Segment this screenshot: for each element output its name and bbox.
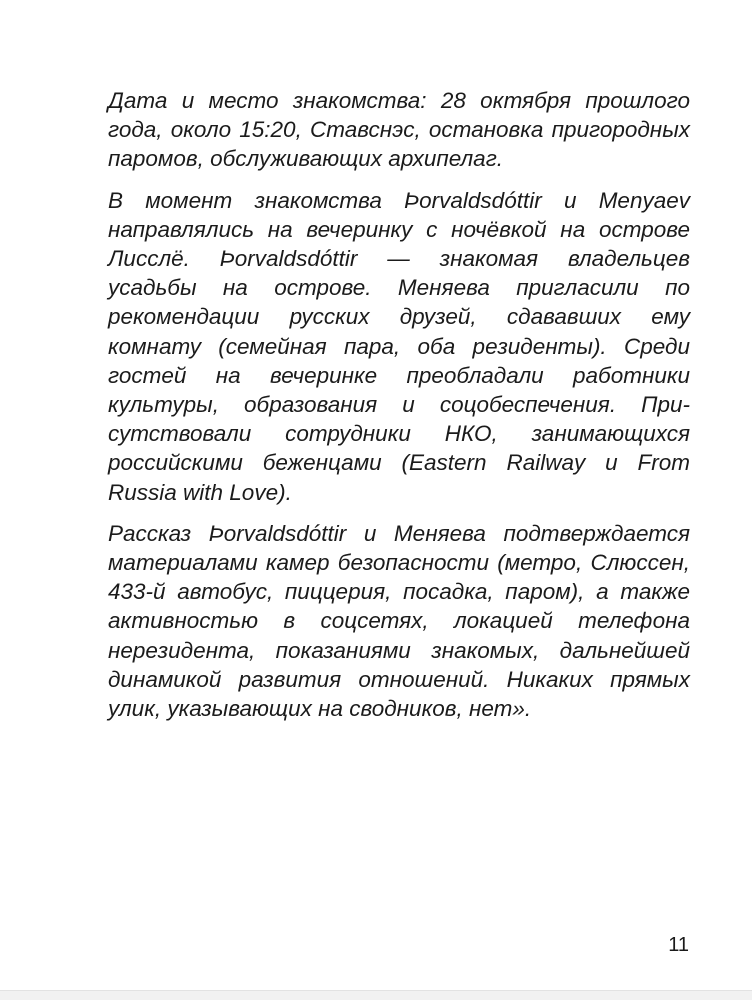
body-text xyxy=(108,86,690,735)
paragraph-evidence: Рассказ Þorvaldsdóttir и Меняева подтверждается материалами камер безопасности (метро, Слюссен, 433-й автобус, пиццерия, посадка, паром), а также активностью в соцсетях, локацией телефона нерезидента, показаниями знакомых, дальнейшей динамикой развития отношений. Никаких прямых улик, указывающих на сводников, нет». xyxy=(108,520,690,722)
paragraph-meeting-date-place: Дата и место знакомства: 28 октября прошлого года, около 15:20, Ставснэс, остановка пригородных паромов, обслуживающих архипелаг. xyxy=(108,88,690,172)
page-bottom-edge xyxy=(0,990,752,1000)
paragraph-party-details: В момент знакомства Þorvaldsdóttir и Menyaev направлялись на вечеринку с ночёвкой на острове Лисслё. Þorvaldsdóttir — знакомая владельцев усадьбы на острове. Меняева пригласили по рекомендации русских друзей, сдававших ему комнату (семейная пара, оба резиденты). Среди гостей на вечеринке преобладали работники культуры, образования и соцобеспечения. Присутствовали сотрудники НКО, занимающихся российскими беженцами (Eastern Railway и From Russia with Love). xyxy=(108,187,690,505)
page-number: 11 xyxy=(668,934,689,956)
